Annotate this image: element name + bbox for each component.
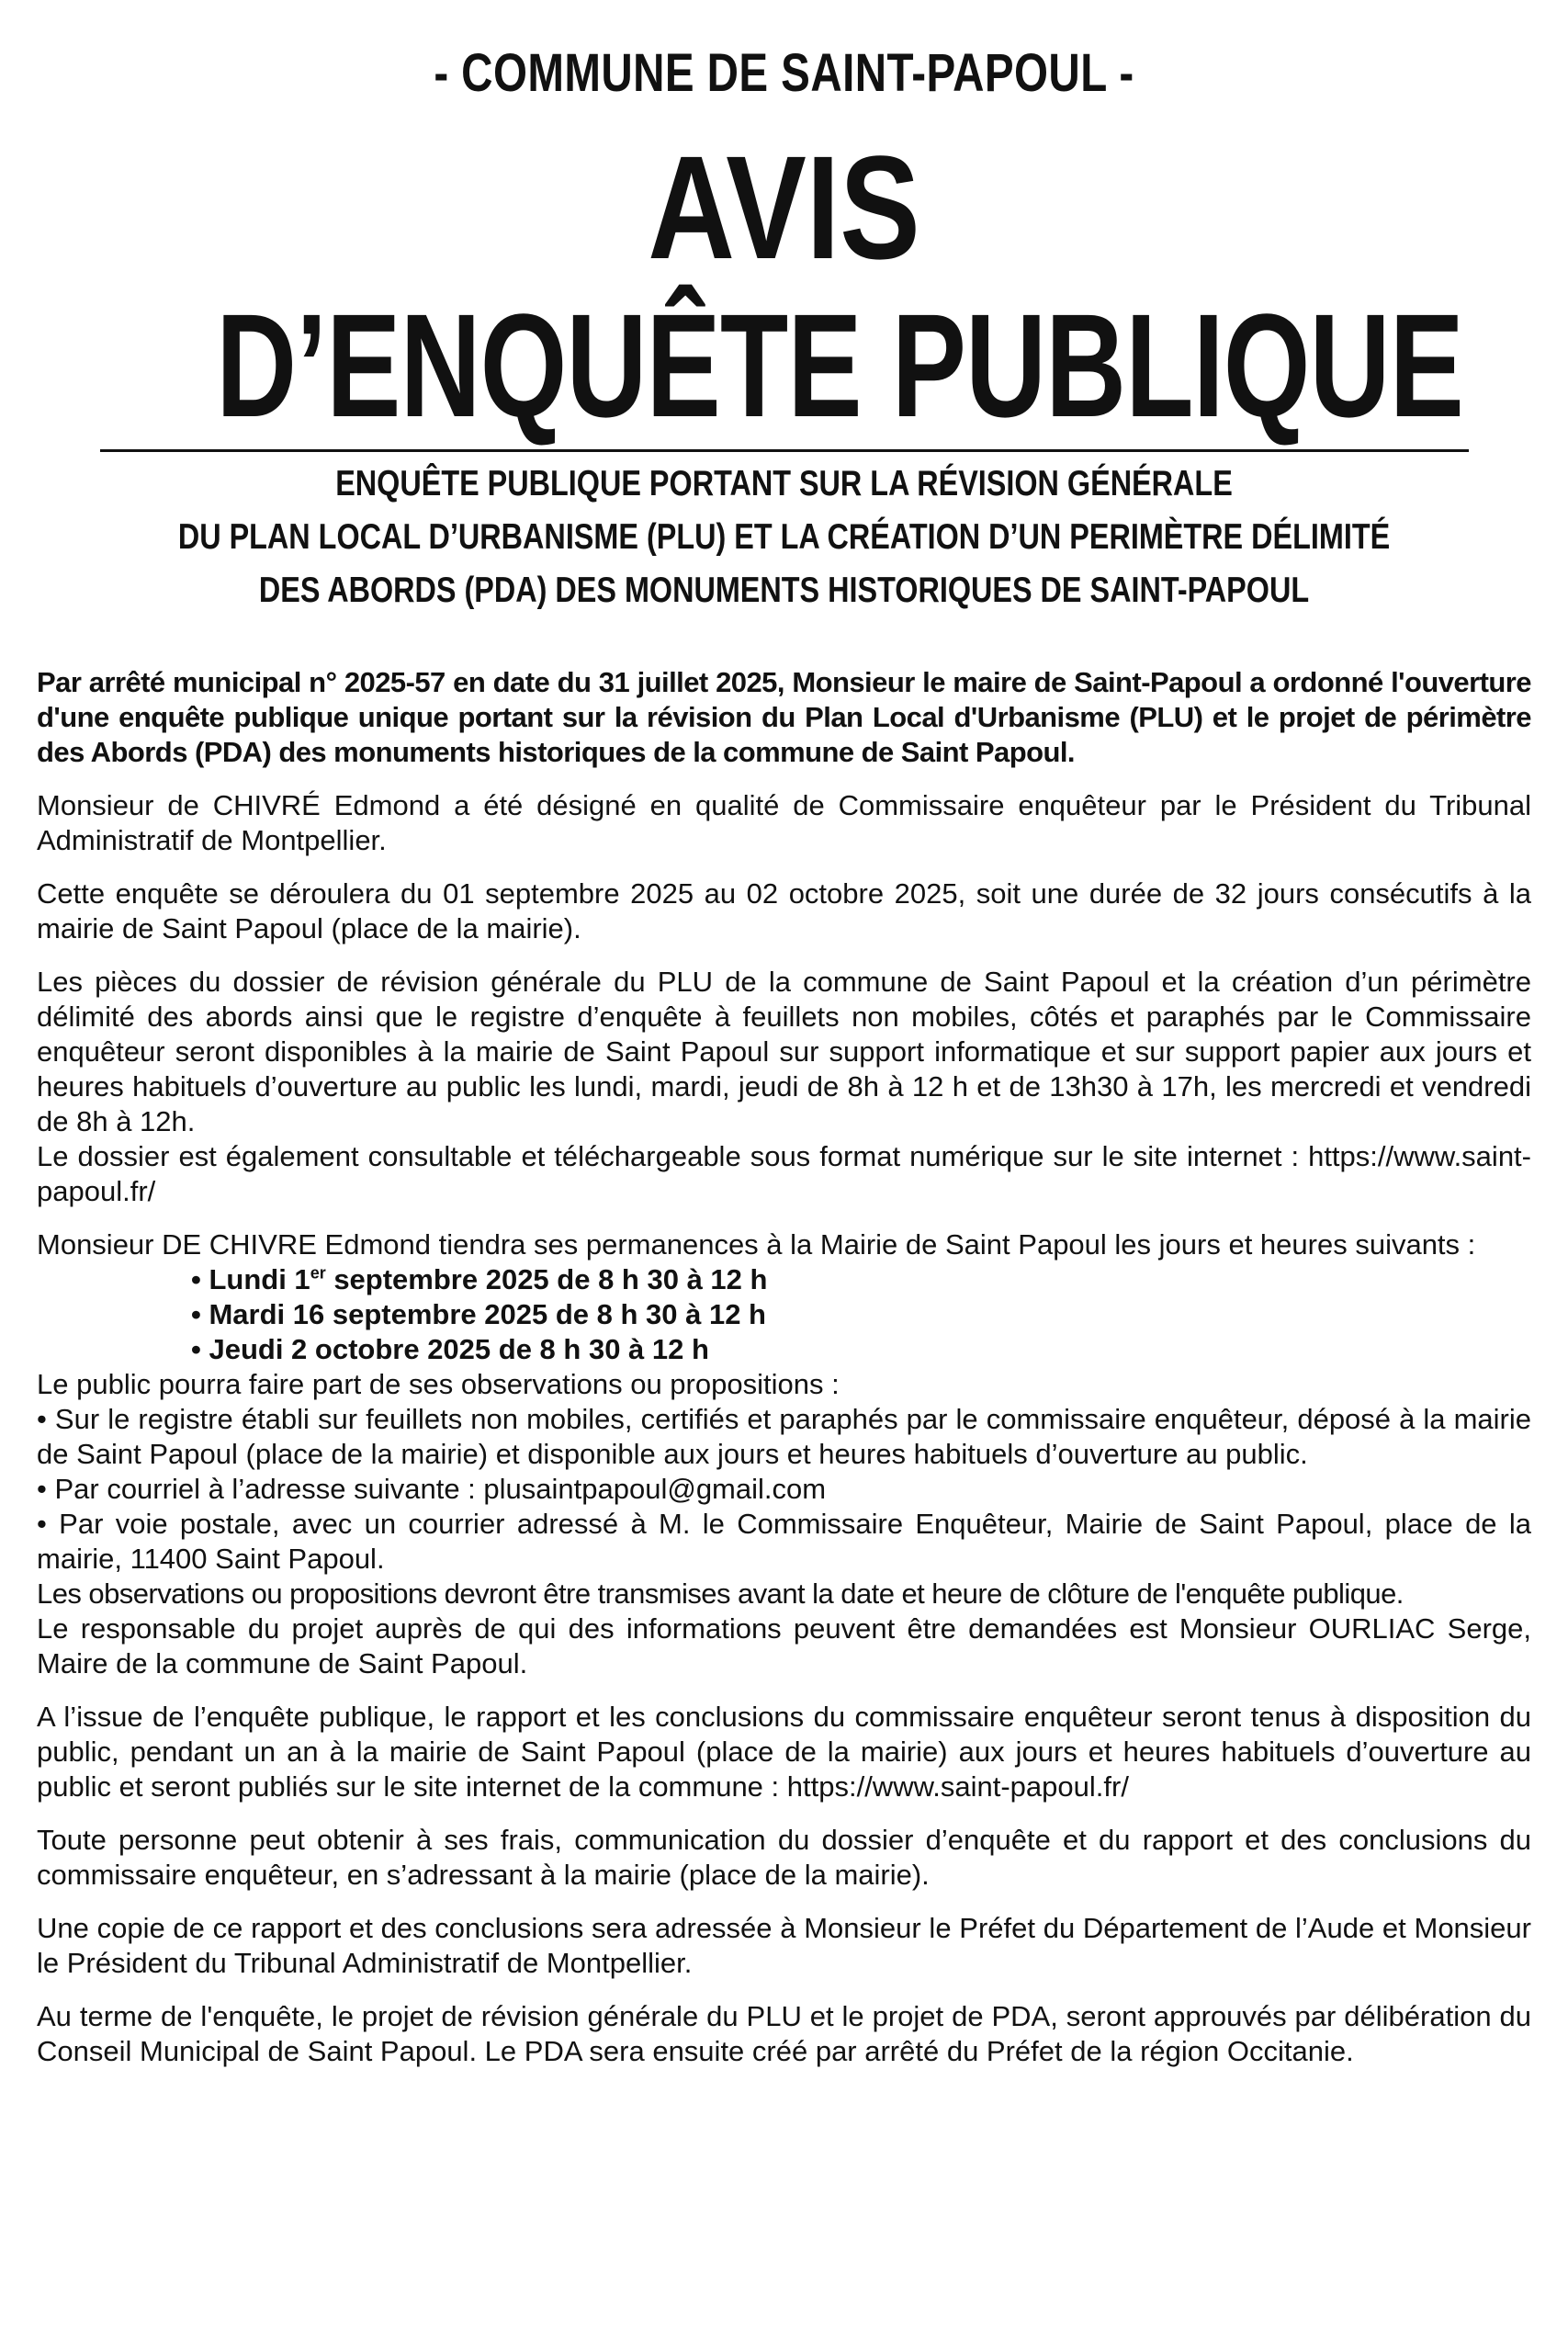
paragraph-duree: Cette enquête se déroulera du 01 septembre 2025 au 02 octobre 2025, soit une durée de 32 jours consécutifs à la mairie de Saint Papoul (place de la mairie). <box>37 877 1531 944</box>
permanence-item <box>191 1262 1531 1297</box>
permanences-intro: Monsieur DE CHIVRE Edmond tiendra ses permanences à la Mairie de Saint Papoul les jours et heures suivants : <box>37 1228 1476 1261</box>
permanence-1-after: septembre 2025 de 8 h 30 à 12 h <box>325 1263 768 1295</box>
paragraph-arrete: Par arrêté municipal n° 2025-57 en date du 31 juillet 2025, Monsieur le maire de Saint-Papoul a ordonné l'ouverture d'une enquête publique unique portant sur la révision du Plan Local d'Urbanisme (PLU) et le projet de périmètre des Abords (PDA) des monuments historiques de la commune de Saint Papoul. <box>37 666 1531 768</box>
subtitle-line: DU PLAN LOCAL D’URBANISME (PLU) ET LA CRÉATION D’UN PERIMÈTRE DÉLIMITÉ <box>177 517 1391 557</box>
permanence-item: • Mardi 16 septembre 2025 de 8 h 30 à 12 h <box>191 1298 766 1330</box>
responsable-projet: Le responsable du projet auprès de qui des informations peuvent être demandées est Monsieur OURLIAC Serge, Maire de la commune de Saint Papoul. <box>37 1612 1531 1679</box>
observation-courriel: • Par courriel à l’adresse suivante : plusaintpapoul@gmail.com <box>37 1473 827 1505</box>
commune-heading: - COMMUNE DE SAINT-PAPOUL - <box>434 43 1134 103</box>
notice-page <box>37 37 1531 2087</box>
observation-registre: • Sur le registre établi sur feuillets non mobiles, certifiés et paraphés par le commissaire enquêteur, déposé à la mairie de Saint Papoul (place de la mairie) et disponible aux jours et heures habituels d’ouverture au public. <box>37 1403 1531 1470</box>
permanence-item: • Jeudi 2 octobre 2025 de 8 h 30 à 12 h <box>191 1333 709 1365</box>
paragraph-pieces: Les pièces du dossier de révision générale du PLU de la commune de Saint Papoul et la création d’un périmètre délimité des abords ainsi que le registre d’enquête à feuillets non mobiles, côtés et paraphés par le Commissaire enquêteur seront disponibles à la mairie de Saint Papoul sur support informatique et sur support papier aux jours et heures habituels d’ouverture au public les lundi, mardi, jeudi de 8h à 12 h et de 13h30 à 17h, les mercredi et vendredi de 8h à 12h. <box>37 966 1531 1137</box>
title-avis: AVIS <box>648 125 920 289</box>
title-enquete-publique: D’ENQUÊTE PUBLIQUE <box>216 283 1464 447</box>
paragraph-terme: Au terme de l'enquête, le projet de révision générale du PLU et le projet de PDA, seront approuvés par délibération du Conseil Municipal de Saint Papoul. Le PDA sera ensuite créé par arrêté du Préfet de la région Occitanie. <box>37 2000 1531 2067</box>
paragraph-issue: A l’issue de l’enquête publique, le rapport et les conclusions du commissaire enquêteur seront tenus à disposition du public, pendant un an à la mairie de Saint Papoul (place de la mairie) aux jours et heures habituels d’ouverture au public et seront publiés sur le site internet de la commune : https://www.saint-papoul.fr/ <box>37 1701 1531 1803</box>
title-divider <box>100 449 1469 452</box>
paragraph-dossier: Le dossier est également consultable et téléchargeable sous format numérique sur le site internet : https://www.saint-papoul.fr/ <box>37 1140 1531 1207</box>
observations-intro: Le public pourra faire part de ses observations ou propositions : <box>37 1368 840 1400</box>
notice-body <box>37 665 1531 2069</box>
permanences-list <box>37 1262 1531 1367</box>
permanence-1-before: • Lundi 1 <box>191 1263 310 1295</box>
subtitle-block <box>37 458 1531 617</box>
paragraph-permanences-group <box>37 1227 1531 1681</box>
observation-delai: Les observations ou propositions devront être transmises avant la date et heure de clôture de l'enquête publique. <box>37 1577 1404 1610</box>
observation-postale: • Par voie postale, avec un courrier adressé à M. le Commissaire Enquêteur, Mairie de Saint Papoul, place de la mairie, 11400 Saint Papoul. <box>37 1508 1531 1575</box>
subtitle-line: DES ABORDS (PDA) DES MONUMENTS HISTORIQUES DE SAINT-PAPOUL <box>258 571 1310 610</box>
paragraph-communication: Toute personne peut obtenir à ses frais, communication du dossier d’enquête et du rapport et des conclusions du commissaire enquêteur, en s’adressant à la mairie (place de la mairie). <box>37 1824 1531 1891</box>
paragraph-pieces-group <box>37 965 1531 1209</box>
subtitle-line: ENQUÊTE PUBLIQUE PORTANT SUR LA RÉVISION GÉNÉRALE <box>335 464 1233 503</box>
permanence-1-sup: er <box>310 1263 326 1283</box>
paragraph-copie: Une copie de ce rapport et des conclusions sera adressée à Monsieur le Préfet du Département de l’Aude et Monsieur le Président du Tribunal Administratif de Montpellier. <box>37 1912 1531 1979</box>
paragraph-commissaire: Monsieur de CHIVRÉ Edmond a été désigné en qualité de Commissaire enquêteur par le Président du Tribunal Administratif de Montpellier. <box>37 789 1531 856</box>
